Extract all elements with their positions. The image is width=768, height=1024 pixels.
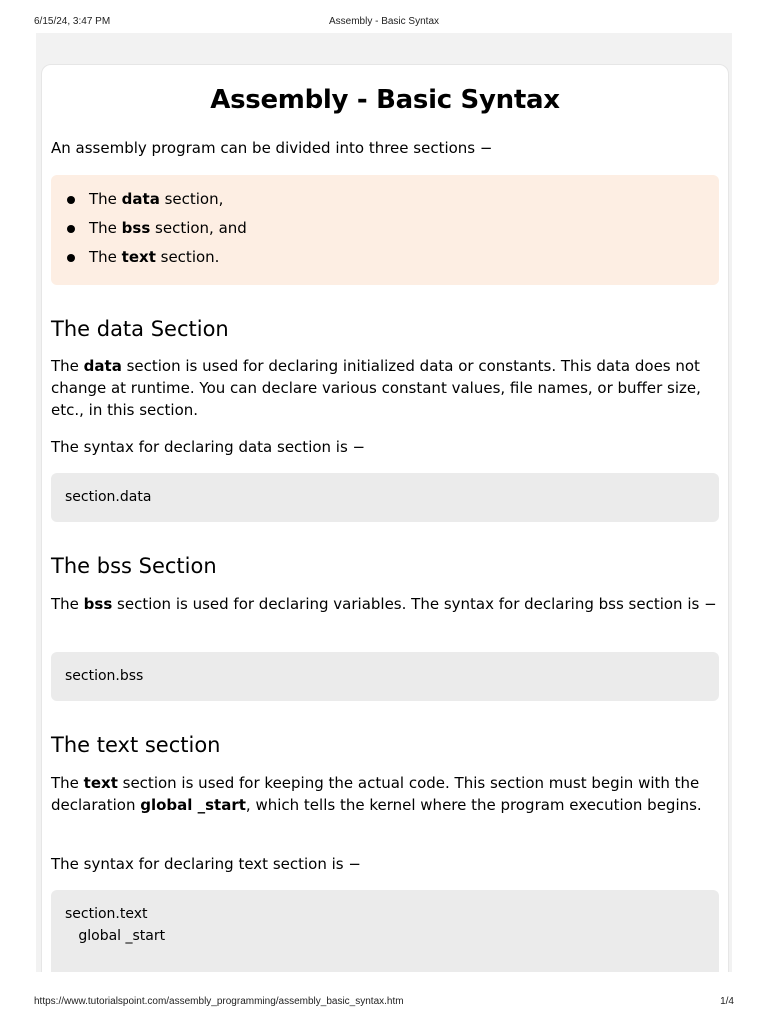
list-item: The data section,: [51, 187, 719, 216]
code-block-bss: section.bss: [51, 652, 719, 701]
text-section-paragraph: The text section is used for keeping the actual code. This section must begin with the declaration global _start, which tells the kernel where the program execution begins.: [51, 774, 702, 814]
bss-section-paragraph: The bss section is used for declaring variables. The syntax for declaring bss section is −: [51, 595, 717, 613]
text-section-heading: The text section: [51, 733, 221, 757]
page-title: Assembly - Basic Syntax: [210, 85, 560, 115]
data-section-paragraph: The data section is used for declaring initialized data or constants. This data does not change at runtime. You can declare various constant values, file names, or buffer size, etc., in this section.: [51, 357, 701, 419]
data-section-heading: The data Section: [51, 317, 229, 341]
code-block-data: section.data: [51, 473, 719, 522]
text-syntax-paragraph: The syntax for declaring text section is −: [51, 855, 361, 873]
print-footer: [34, 996, 734, 1010]
print-page-number: 1/4: [720, 996, 734, 1007]
sections-list: [51, 187, 719, 274]
data-syntax-paragraph: The syntax for declaring data section is −: [51, 438, 366, 456]
bullet-icon: [67, 225, 75, 233]
print-page-title: Assembly - Basic Syntax: [328, 16, 440, 27]
print-url: https://www.tutorialspoint.com/assembly_programming/assembly_basic_syntax.htm: [34, 996, 404, 1007]
list-item: The bss section, and: [51, 216, 719, 245]
article-card: [41, 64, 729, 972]
list-item: The text section.: [51, 245, 719, 274]
print-date: 6/15/24, 3:47 PM: [34, 16, 111, 27]
code-block-text: section.text global _start: [51, 890, 719, 972]
print-header: [34, 16, 734, 30]
bss-section-heading: The bss Section: [51, 554, 217, 578]
bullet-icon: [67, 196, 75, 204]
intro-paragraph: An assembly program can be divided into three sections −: [51, 139, 493, 157]
bullet-icon: [67, 254, 75, 262]
page-frame: [36, 33, 732, 972]
sections-list-box: [51, 175, 719, 285]
